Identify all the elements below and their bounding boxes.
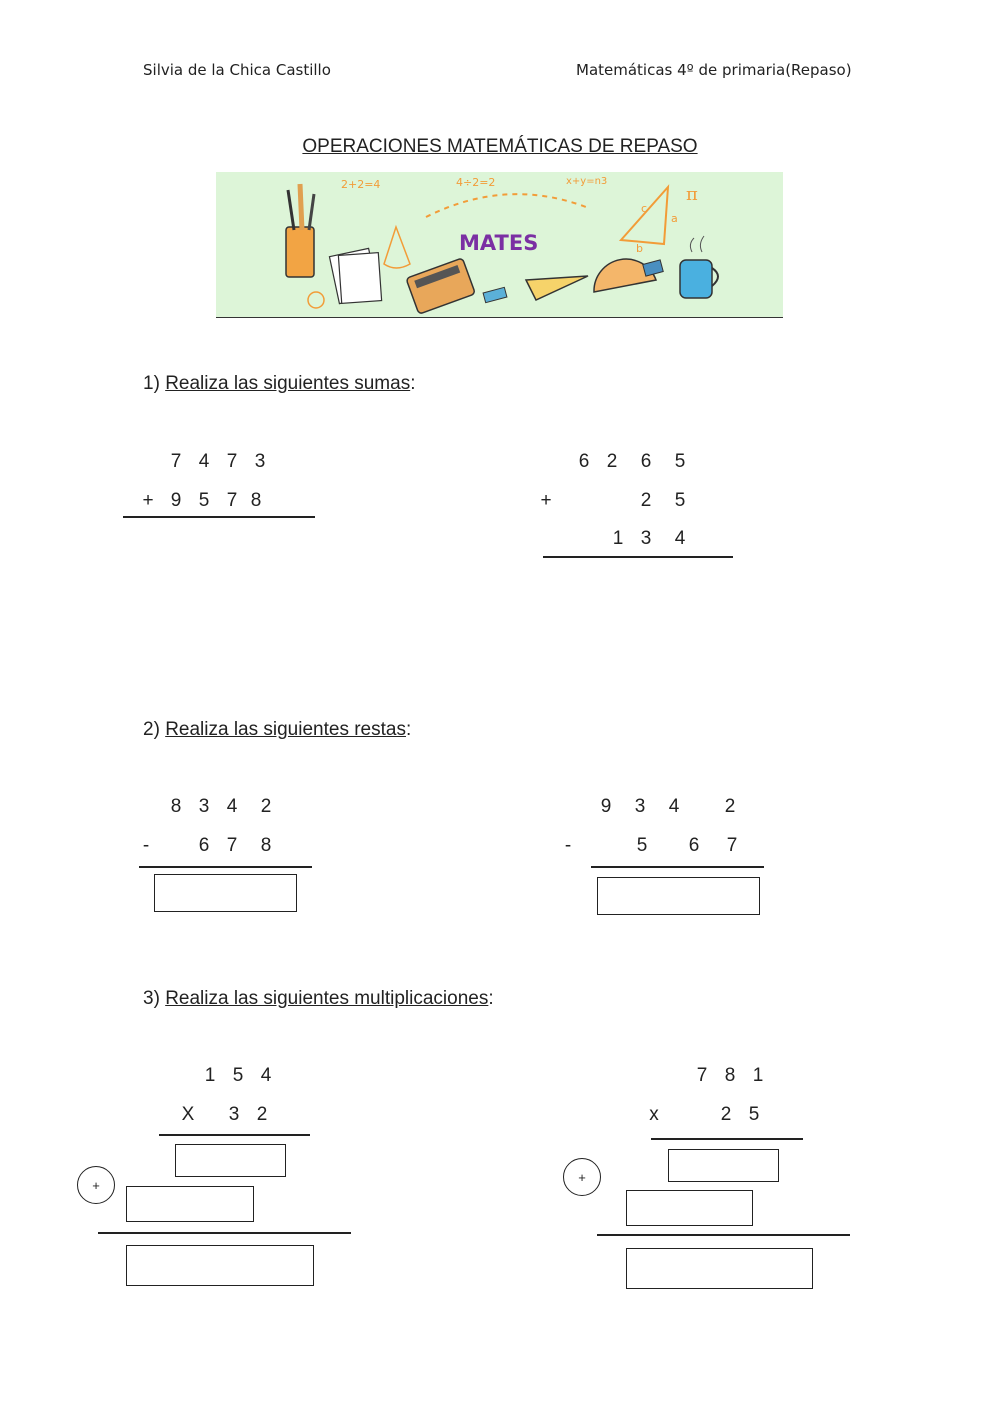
digit: 6 [578, 451, 590, 472]
banner-formula: b [636, 242, 643, 255]
digit: 2 [606, 451, 618, 472]
digit: 2 [640, 490, 652, 511]
digit: 6 [640, 451, 652, 472]
digit: 8 [260, 835, 272, 856]
banner-formula: c [641, 202, 648, 215]
sum-line [123, 516, 315, 518]
question-2: 2) Realiza las siguientes restas: [143, 719, 412, 740]
partial-product-box[interactable] [668, 1149, 779, 1182]
sum-line [543, 556, 733, 558]
minus-sign: - [564, 835, 572, 856]
course-name: Matemáticas 4º de primaria(Repaso) [576, 61, 852, 79]
dashed-arrow-icon [426, 194, 586, 217]
banner-formula: a [671, 212, 678, 225]
digit: 9 [600, 796, 612, 817]
answer-box[interactable] [626, 1248, 813, 1289]
result-line [139, 866, 312, 868]
digit: 8 [170, 796, 182, 817]
question-3: 3) Realiza las siguientes multiplicaciones: [143, 988, 494, 1009]
digit: 7 [226, 490, 238, 511]
set-square-icon [526, 276, 588, 300]
digit: 2 [260, 796, 272, 817]
banner-formula: x+y=n3 [566, 176, 608, 187]
digit: 4 [668, 796, 680, 817]
calculator-icon [406, 258, 475, 314]
page-title: OPERACIONES MATEMÁTICAS DE REPASO [302, 136, 698, 157]
digit: 3 [198, 796, 210, 817]
digit: 7 [226, 835, 238, 856]
digit: 3 [634, 796, 646, 817]
answer-box[interactable] [154, 874, 297, 912]
author-name: Silvia de la Chica Castillo [143, 61, 331, 79]
triangle-icon [621, 187, 668, 244]
digit: 3 [228, 1104, 240, 1125]
papers-icon [329, 248, 381, 303]
sum-line [597, 1234, 850, 1236]
mates-banner [216, 172, 783, 318]
partial-product-box[interactable] [175, 1144, 286, 1177]
partial-product-box[interactable] [626, 1190, 753, 1226]
digit: 7 [726, 835, 738, 856]
times-sign: x [649, 1104, 659, 1125]
digit: 4 [674, 528, 686, 549]
digit: 7 [696, 1065, 708, 1086]
digit: 2 [720, 1104, 732, 1125]
eraser-icon [483, 287, 507, 302]
digit: 1 [612, 528, 624, 549]
plus-sign: + [540, 490, 552, 511]
digit: 5 [232, 1065, 244, 1086]
digit: 7 [170, 451, 182, 472]
digit: 3 [254, 451, 266, 472]
banner-formula: π [686, 184, 698, 205]
digit: 5 [674, 451, 686, 472]
answer-box[interactable] [126, 1245, 314, 1286]
digit: 4 [260, 1065, 272, 1086]
answer-box[interactable] [597, 877, 760, 915]
times-sign: X [181, 1104, 195, 1125]
digit: 3 [640, 528, 652, 549]
digit: 6 [198, 835, 210, 856]
digit: 7 [226, 451, 238, 472]
digit: 4 [198, 451, 210, 472]
mug-icon [680, 236, 718, 298]
digit: 8 [250, 490, 262, 511]
digit: 9 [170, 490, 182, 511]
digit: 2 [724, 796, 736, 817]
banner-illustration [216, 172, 783, 317]
pencil-cup-icon [286, 184, 314, 277]
plus-circle: + [77, 1166, 115, 1204]
digit: 6 [688, 835, 700, 856]
product-line [651, 1138, 803, 1140]
question-1: 1) Realiza las siguientes sumas: [143, 373, 416, 394]
banner-label: MATES [459, 231, 539, 255]
digit: 8 [724, 1065, 736, 1086]
product-line [159, 1134, 310, 1136]
digit: 5 [674, 490, 686, 511]
digit: 2 [256, 1104, 268, 1125]
sum-line [98, 1232, 351, 1234]
digit: 1 [204, 1065, 216, 1086]
sharpener-icon [643, 260, 663, 276]
plus-sign: + [142, 490, 154, 511]
partial-product-box[interactable] [126, 1186, 254, 1222]
banner-formula: 4÷2=2 [456, 176, 496, 189]
digit: 1 [752, 1065, 764, 1086]
plus-circle: + [563, 1158, 601, 1196]
result-line [591, 866, 764, 868]
digit: 5 [636, 835, 648, 856]
clock-icon [308, 292, 324, 308]
banner-formula: 2+2=4 [341, 178, 381, 191]
cone-icon [384, 227, 410, 268]
digit: 5 [748, 1104, 760, 1125]
digit: 4 [226, 796, 238, 817]
minus-sign: - [142, 835, 150, 856]
digit: 5 [198, 490, 210, 511]
